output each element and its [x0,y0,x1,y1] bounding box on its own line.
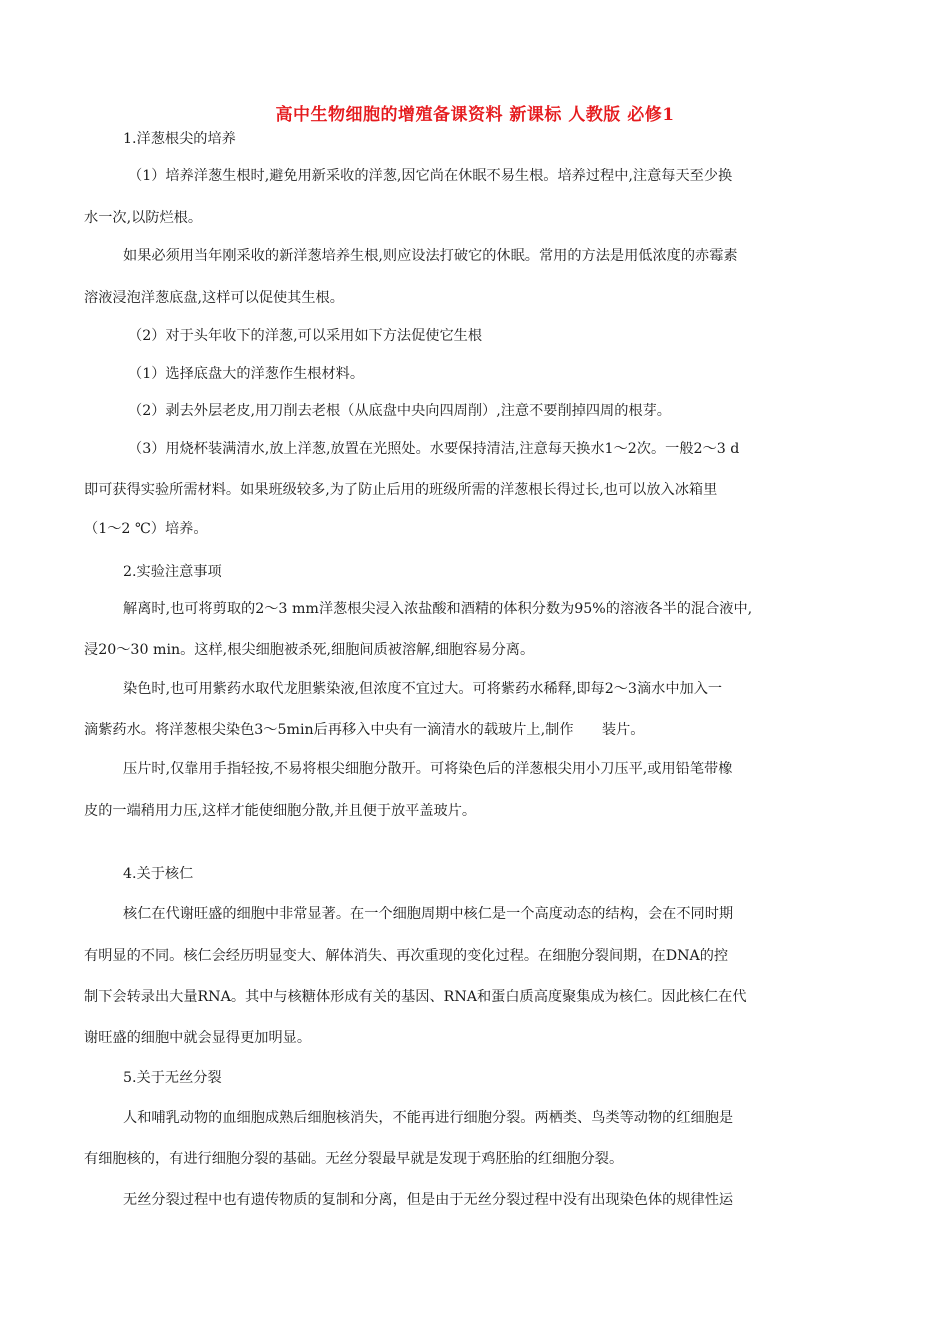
paragraph-line: 染色时,也可用紫药水取代龙胆紫染液,但浓度不宜过大。可将紫药水稀释,即每2～3滴水中加入一 [123,681,723,697]
section-heading-amitosis: 5.关于无丝分裂 [123,1070,222,1086]
paragraph-line: （3）用烧杯装满清水,放上洋葱,放置在光照处。水要保持清洁,注意每天换水1～2次。一般2～3 d [128,441,740,457]
paragraph-line: （1～2 ℃）培养。 [84,521,208,537]
paragraph-line: 核仁在代谢旺盛的细胞中非常显著。在一个细胞周期中核仁是一个高度动态的结构，会在不同时期 [123,906,734,922]
document-title: 高中生物细胞的增殖备课资料 新课标 人教版 必修1 [275,105,675,125]
paragraph-line: 滴紫药水。将洋葱根尖染色3～5min后再移入中央有一滴清水的载玻片上,制作 装片。 [84,722,645,738]
paragraph-line: 溶液浸泡洋葱底盘,这样可以促使其生根。 [84,290,344,306]
paragraph-line: （1）培养洋葱生根时,避免用新采收的洋葱,因它尚在休眠不易生根。培养过程中,注意每天至少换 [128,168,733,184]
paragraph-line: 有明显的不同。核仁会经历明显变大、解体消失、再次重现的变化过程。在细胞分裂间期，在DNA的控 [84,948,729,964]
paragraph-line: （2）剥去外层老皮,用刀削去老根（从底盘中央向四周削）,注意不要削掉四周的根芽。 [128,403,671,419]
paragraph-line: 解离时,也可将剪取的2～3 mm洋葱根尖浸入浓盐酸和酒精的体积分数为95%的溶液各半的混合液中, [123,601,753,617]
paragraph-line: 有细胞核的，有进行细胞分裂的基础。无丝分裂最早就是发现于鸡胚胎的红细胞分裂。 [84,1151,624,1167]
paragraph-line: 浸20～30 min。这样,根尖细胞被杀死,细胞间质被溶解,细胞容易分离。 [84,642,535,658]
section-heading-experiment-notes: 2.实验注意事项 [123,564,222,580]
paragraph-line: 无丝分裂过程中也有遗传物质的复制和分离，但是由于无丝分裂过程中没有出现染色体的规律性运 [123,1192,734,1208]
paragraph-line: （2）对于头年收下的洋葱,可以采用如下方法促使它生根 [128,328,483,344]
paragraph-line: （1）选择底盘大的洋葱作生根材料。 [128,366,365,382]
section-heading-onion-root-culture: 1.洋葱根尖的培养 [123,131,236,147]
section-heading-nucleolus: 4.关于核仁 [123,866,194,882]
paragraph-line: 压片时,仅靠用手指轻按,不易将根尖细胞分散开。可将染色后的洋葱根尖用小刀压平,或用铅笔带橡 [123,761,733,777]
paragraph-line: 即可获得实验所需材料。如果班级较多,为了防止后用的班级所需的洋葱根长得过长,也可以放入冰箱里 [84,482,718,498]
paragraph-line: 皮的一端稍用力压,这样才能使细胞分散,并且便于放平盖玻片。 [84,803,477,819]
paragraph-line: 谢旺盛的细胞中就会显得更加明显。 [84,1030,312,1046]
paragraph-line: 如果必须用当年刚采收的新洋葱培养生根,则应设法打破它的休眠。常用的方法是用低浓度的赤霉素 [123,248,738,264]
paragraph-line: 人和哺乳动物的血细胞成熟后细胞核消失，不能再进行细胞分裂。两栖类、鸟类等动物的红细胞是 [123,1110,734,1126]
paragraph-line: 水一次,以防烂根。 [84,210,203,226]
paragraph-line: 制下会转录出大量RNA。其中与核糖体形成有关的基因、RNA和蛋白质高度聚集成为核仁。因此核仁在代 [84,989,747,1005]
